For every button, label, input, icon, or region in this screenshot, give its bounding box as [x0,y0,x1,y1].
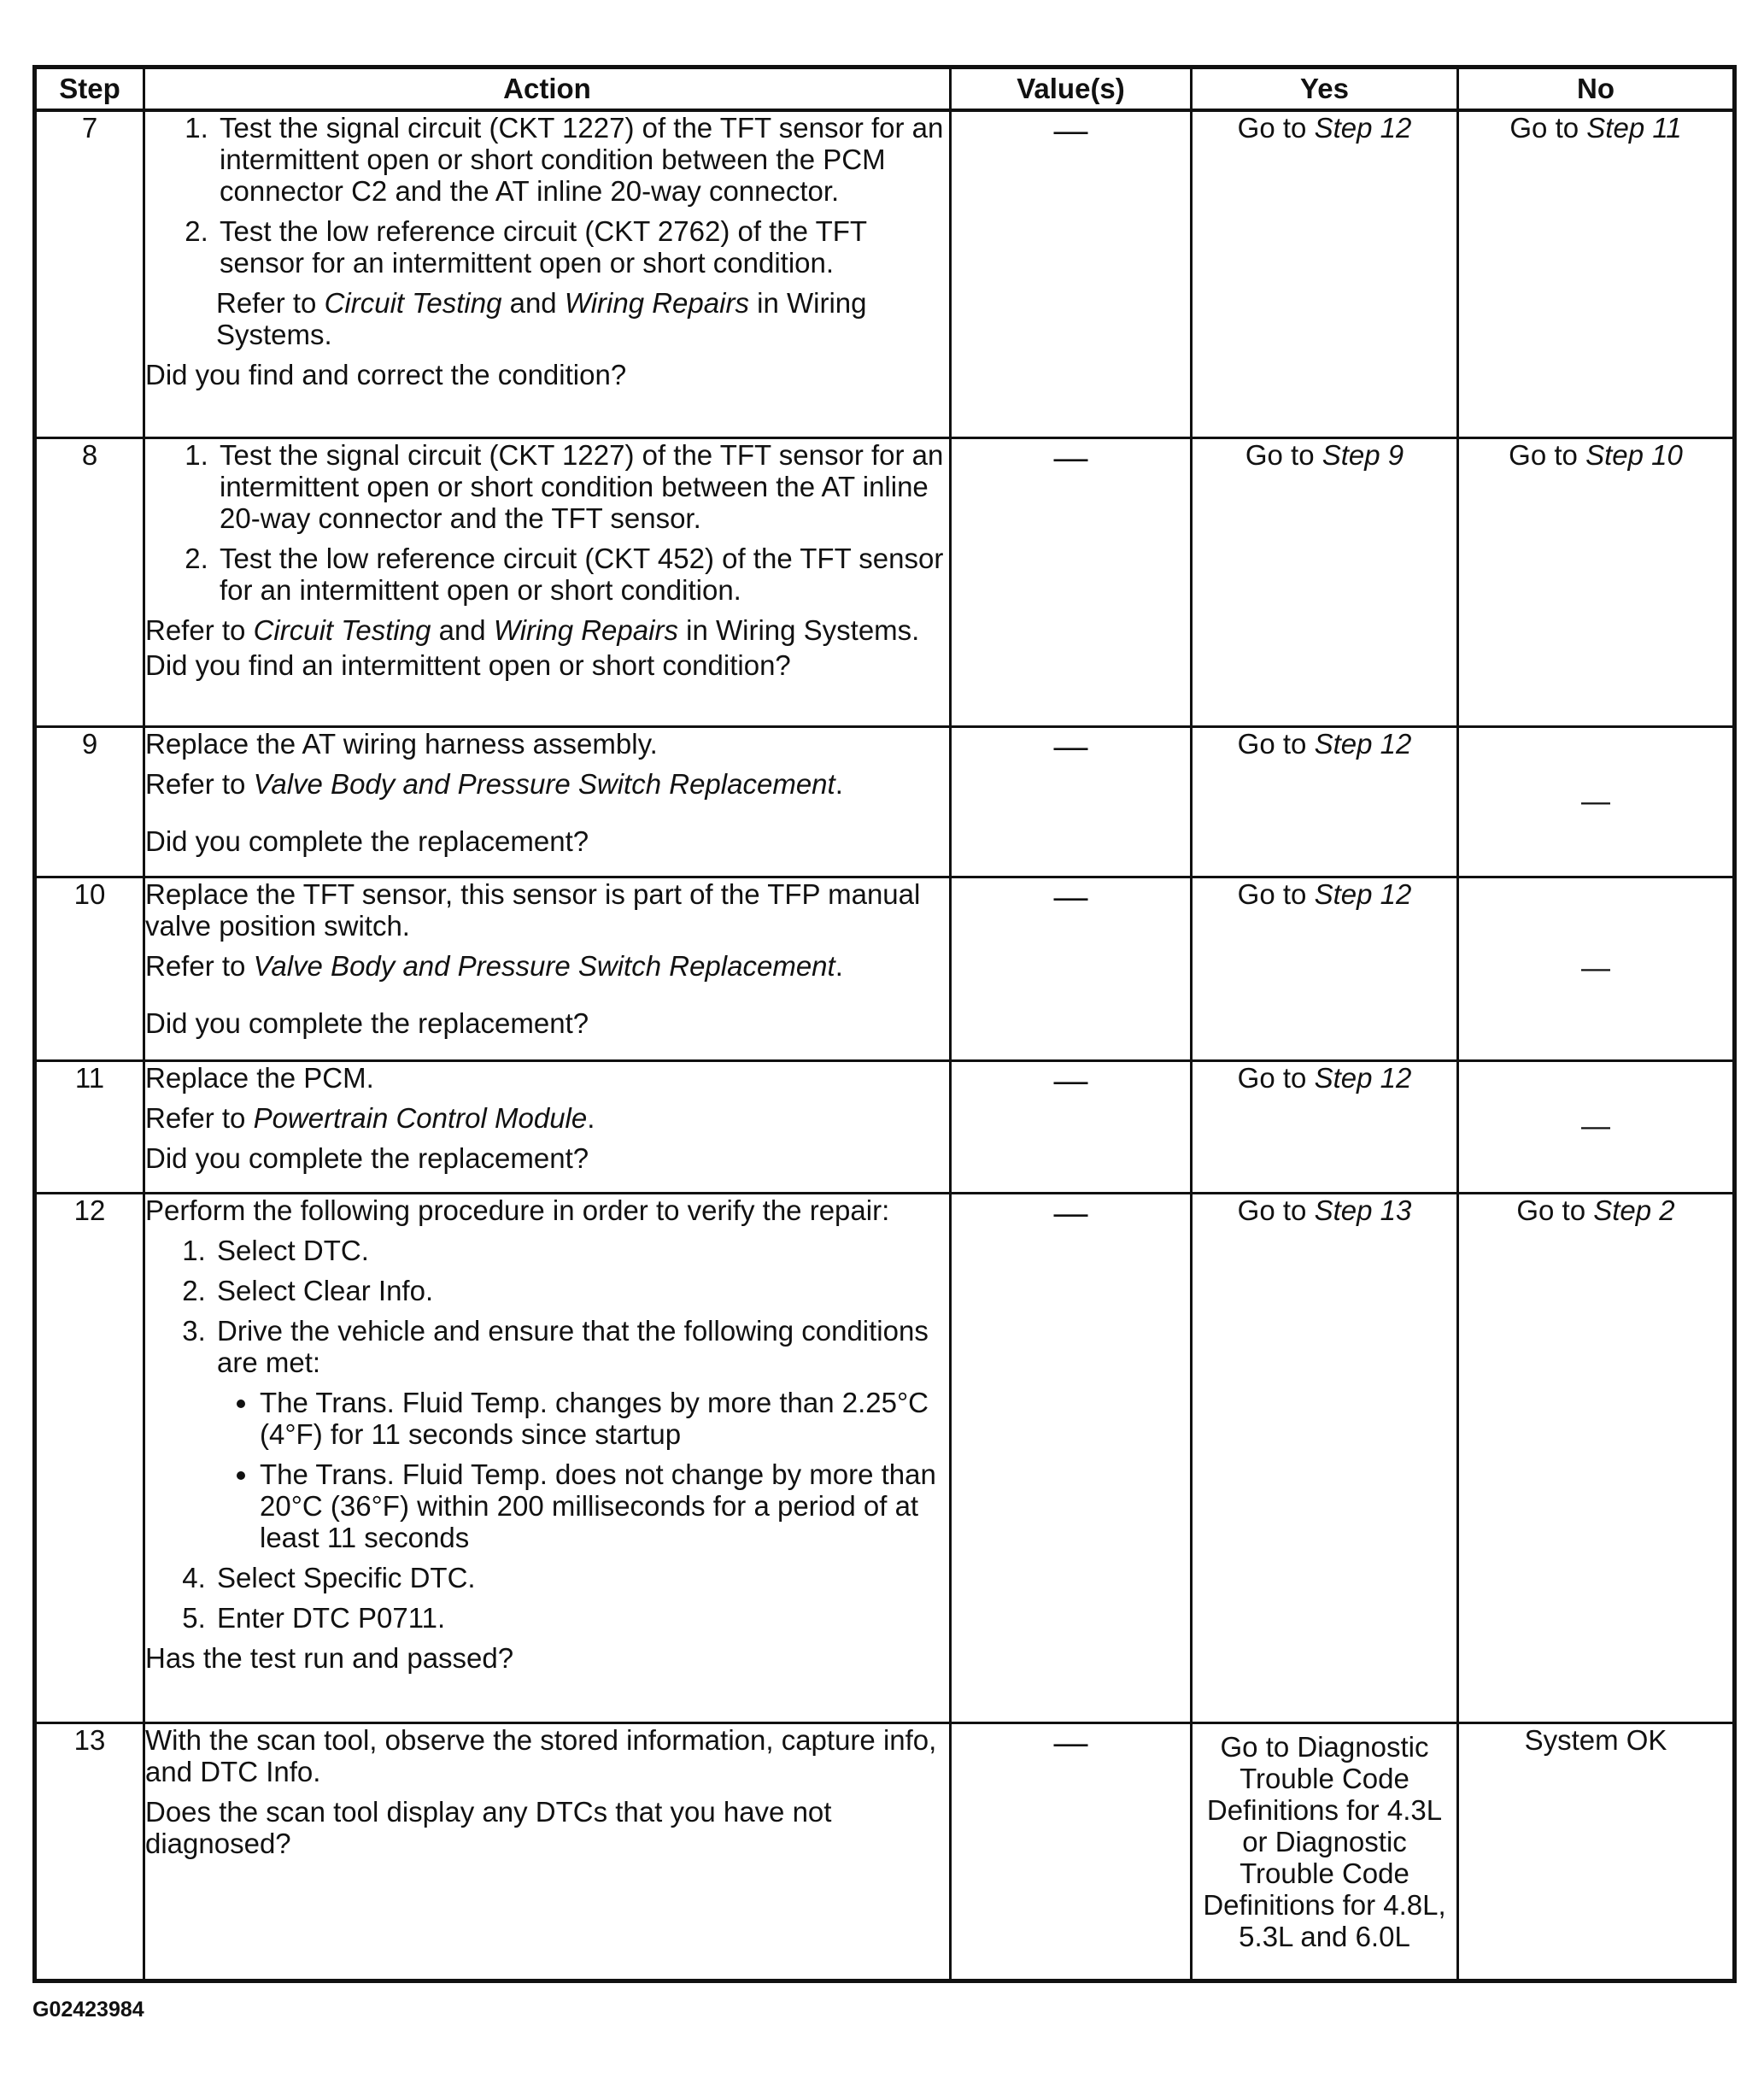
refer-text: Refer to Circuit Testing and Wiring Repairs in Wiring Systems. [145,613,920,646]
procedure-item: 1. Select DTC. [214,1235,949,1266]
procedure-item: 4. Select Specific DTC. [214,1562,949,1593]
yes-cell [1192,1722,1458,1981]
action-cell [144,437,951,726]
action-cell [144,1060,951,1193]
value-cell: — [951,1722,1192,1981]
table-row-step-10 [35,877,1735,1060]
table-row-step-8 [35,437,1735,726]
header-values: Value(s) [951,67,1192,111]
procedure-list [145,1235,949,1634]
header-yes: Yes [1192,67,1458,111]
step-number: 7 [35,110,144,437]
question-text: Did you find an intermittent open or short condition? [145,648,791,681]
step-number: 13 [35,1722,144,1981]
refer-text: Refer to Circuit Testing and Wiring Repairs in Wiring Systems. [216,287,867,350]
yes-text: Go to Diagnostic Trouble Code Definitions for 4.3L or Diagnostic Trouble Code Definitions for 4.8L, 5.3L and 6.0L [1203,1730,1446,1952]
procedure-item: 2. Select Clear Info. [214,1275,949,1306]
step-number: 12 [35,1193,144,1722]
action-cell [144,1722,951,1981]
action-text: Replace the AT wiring harness assembly. [145,727,658,760]
header-no: No [1458,67,1735,111]
no-cell: Go to Step 10 [1458,437,1735,726]
figure-id: G02423984 [32,1998,144,2022]
yes-cell: Go to Step 12 [1192,877,1458,1060]
procedure-item: 5. Enter DTC P0711. [214,1602,949,1634]
table-row-step-11 [35,1060,1735,1193]
procedure-item: 3. Drive the vehicle and ensure that the following conditions are met: • The Trans. Fluid Temp. changes by more than 2.25°C (4°F) for 11 seconds since startup • The Trans. Fluid Temp. does not change by more than 20°C (36°F) within 200 milliseconds for a period of at least 11 seconds [214,1315,949,1553]
question-text: Has the test run and passed? [145,1641,514,1674]
action-cell [144,877,951,1060]
action-item: 1. Test the signal circuit (CKT 1227) of the TFT sensor for an intermittent open or short condition between the PCM connector C2 and the AT inline 20-way connector. [216,112,949,207]
action-list [145,112,949,279]
action-item: 1. Test the signal circuit (CKT 1227) of the TFT sensor for an intermittent open or short condition between the AT inline 20-way connector and the TFT sensor. [216,439,949,534]
diagnostic-table [32,65,1737,1983]
question-text: Does the scan tool display any DTCs that you have not diagnosed? [145,1795,832,1859]
question-text: Did you complete the replacement? [145,1006,589,1039]
no-cell: — [1458,877,1735,1060]
intro-text: Perform the following procedure in order to verify the repair: [145,1194,890,1226]
action-item: 2. Test the low reference circuit (CKT 452) of the TFT sensor for an intermittent open or short condition. [216,543,949,606]
action-text: With the scan tool, observe the stored information, capture info, and DTC Info. [145,1723,937,1787]
conditions-list [217,1387,949,1553]
action-list [145,439,949,606]
no-cell: Go to Step 11 [1458,110,1735,437]
yes-cell: Go to Step 9 [1192,437,1458,726]
value-cell: — [951,437,1192,726]
action-cell [144,110,951,437]
step-number: 8 [35,437,144,726]
condition-item: • The Trans. Fluid Temp. does not change by more than 20°C (36°F) within 200 milliseconds for a period of at least 11 seconds [260,1458,949,1553]
header-action: Action [144,67,951,111]
yes-cell: Go to Step 13 [1192,1193,1458,1722]
value-cell: — [951,1193,1192,1722]
question-text: Did you find and correct the condition? [145,359,627,390]
step-number: 10 [35,877,144,1060]
condition-item: • The Trans. Fluid Temp. changes by more than 2.25°C (4°F) for 11 seconds since startup [260,1387,949,1450]
refer-text: Refer to Valve Body and Pressure Switch Replacement. [145,949,843,982]
yes-cell: Go to Step 12 [1192,110,1458,437]
no-cell: — [1458,1060,1735,1193]
action-cell [144,726,951,877]
header-step: Step [35,67,144,111]
table-row-step-7 [35,110,1735,437]
no-cell: Go to Step 2 [1458,1193,1735,1722]
table-row-step-13 [35,1722,1735,1981]
table-row-step-12 [35,1193,1735,1722]
yes-cell: Go to Step 12 [1192,1060,1458,1193]
value-cell: — [951,877,1192,1060]
value-cell: — [951,110,1192,437]
table-row-step-9 [35,726,1735,877]
action-cell [144,1193,951,1722]
refer-text: Refer to Powertrain Control Module. [145,1101,595,1134]
table-header-row [35,67,1735,111]
action-text: Replace the PCM. [145,1061,374,1094]
refer-text: Refer to Valve Body and Pressure Switch Replacement. [145,767,843,800]
question-text: Did you complete the replacement? [145,825,589,857]
yes-cell: Go to Step 12 [1192,726,1458,877]
action-item: 2. Test the low reference circuit (CKT 2762) of the TFT sensor for an intermittent open or short condition. [216,215,949,279]
value-cell: — [951,726,1192,877]
step-number: 9 [35,726,144,877]
question-text: Did you complete the replacement? [145,1141,589,1174]
no-cell: System OK [1458,1722,1735,1981]
value-cell: — [951,1060,1192,1193]
step-number: 11 [35,1060,144,1193]
no-cell: — [1458,726,1735,877]
action-text: Replace the TFT sensor, this sensor is part of the TFP manual valve position switch. [145,877,921,942]
